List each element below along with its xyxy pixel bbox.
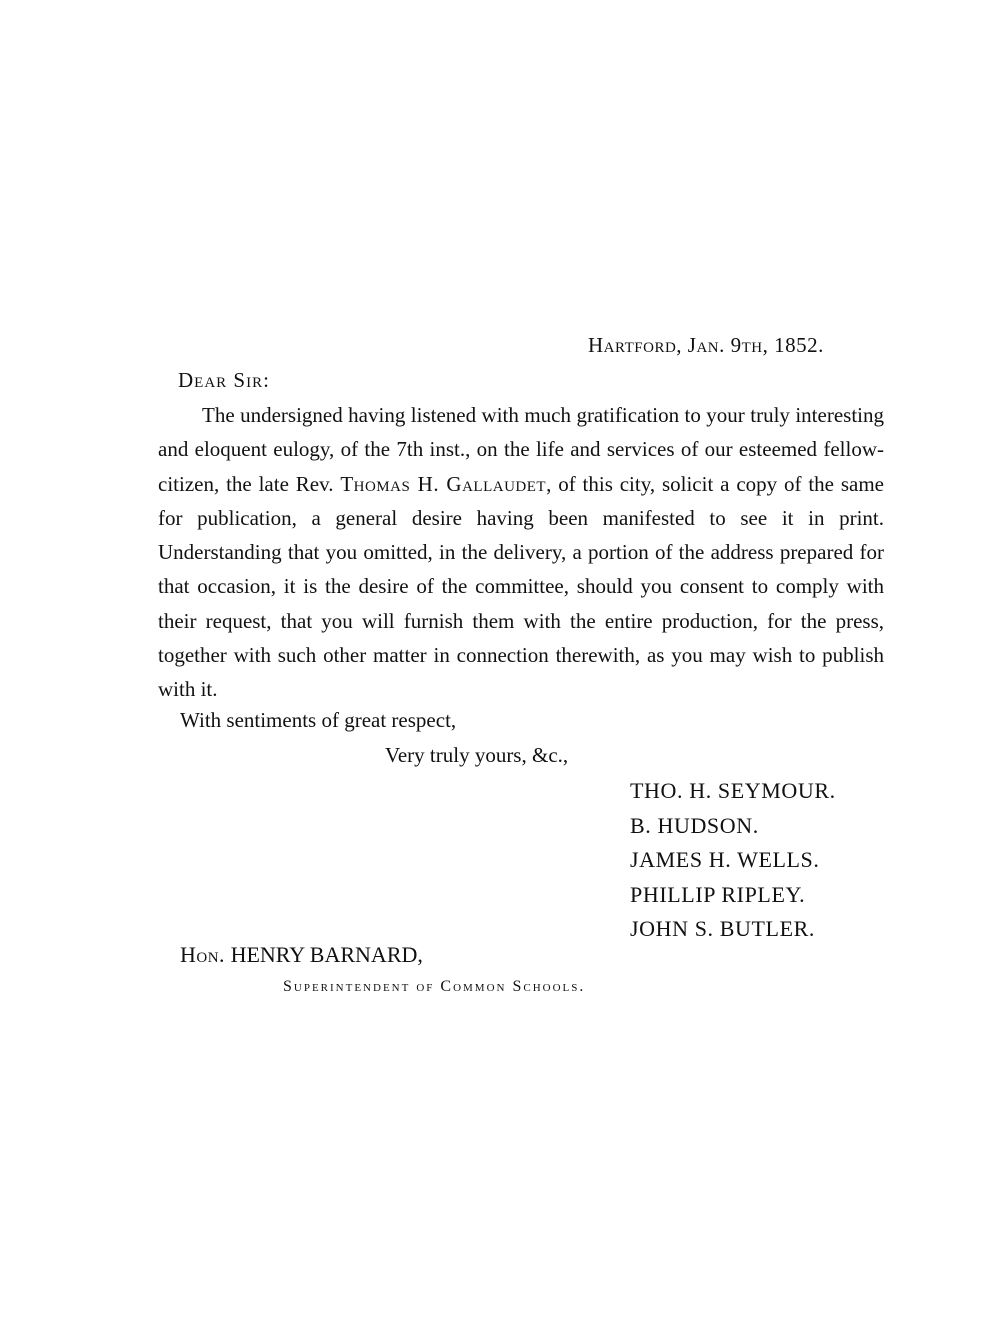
honoree-name: Thomas H. Gallaudet: [340, 471, 547, 496]
signatories-list: [630, 774, 836, 947]
signoff: Very truly yours, &c.,: [385, 743, 569, 767]
closing: With sentiments of great respect,: [180, 708, 457, 732]
signatory: PHILLIP RIPLEY.: [630, 881, 806, 907]
signatory: JAMES H. WELLS.: [630, 847, 820, 872]
letter-body: [158, 398, 884, 707]
recipient: [180, 940, 423, 970]
dateline: Hartford, Jan. 9th, 1852.: [588, 333, 824, 357]
recipient-name: HENRY BARNARD,: [230, 942, 423, 967]
body-paragraph: [158, 398, 884, 707]
signatory: B. HUDSON.: [630, 812, 759, 838]
body-text-after-name: , of this city, solicit a copy of the same for publication, a general desire having been manifested to see it in print. Understanding that you omitted, in the delivery, a portion of the address prepared for that occasion, it is the desire of the committee, should you consent to comply with their request, that you will furnish them with the entire production, for the press, together with such other matter in connection therewith, as you may wish to publish with it.: [158, 471, 884, 702]
signatory: THO. H. SEYMOUR.: [630, 778, 836, 803]
signatory: JOHN S. BUTLER.: [630, 916, 816, 941]
body-text-before-name: The undersigned having listened with much gratification to your truly interesting and eloquent eulogy, of the 7th inst., on the life and services of our esteemed fellow-citizen, the late Rev.: [158, 403, 884, 496]
recipient-honorific: Hon.: [180, 942, 226, 967]
recipient-title: Superintendent of Common Schools.: [283, 978, 586, 995]
salutation: Dear Sir:: [178, 368, 270, 392]
